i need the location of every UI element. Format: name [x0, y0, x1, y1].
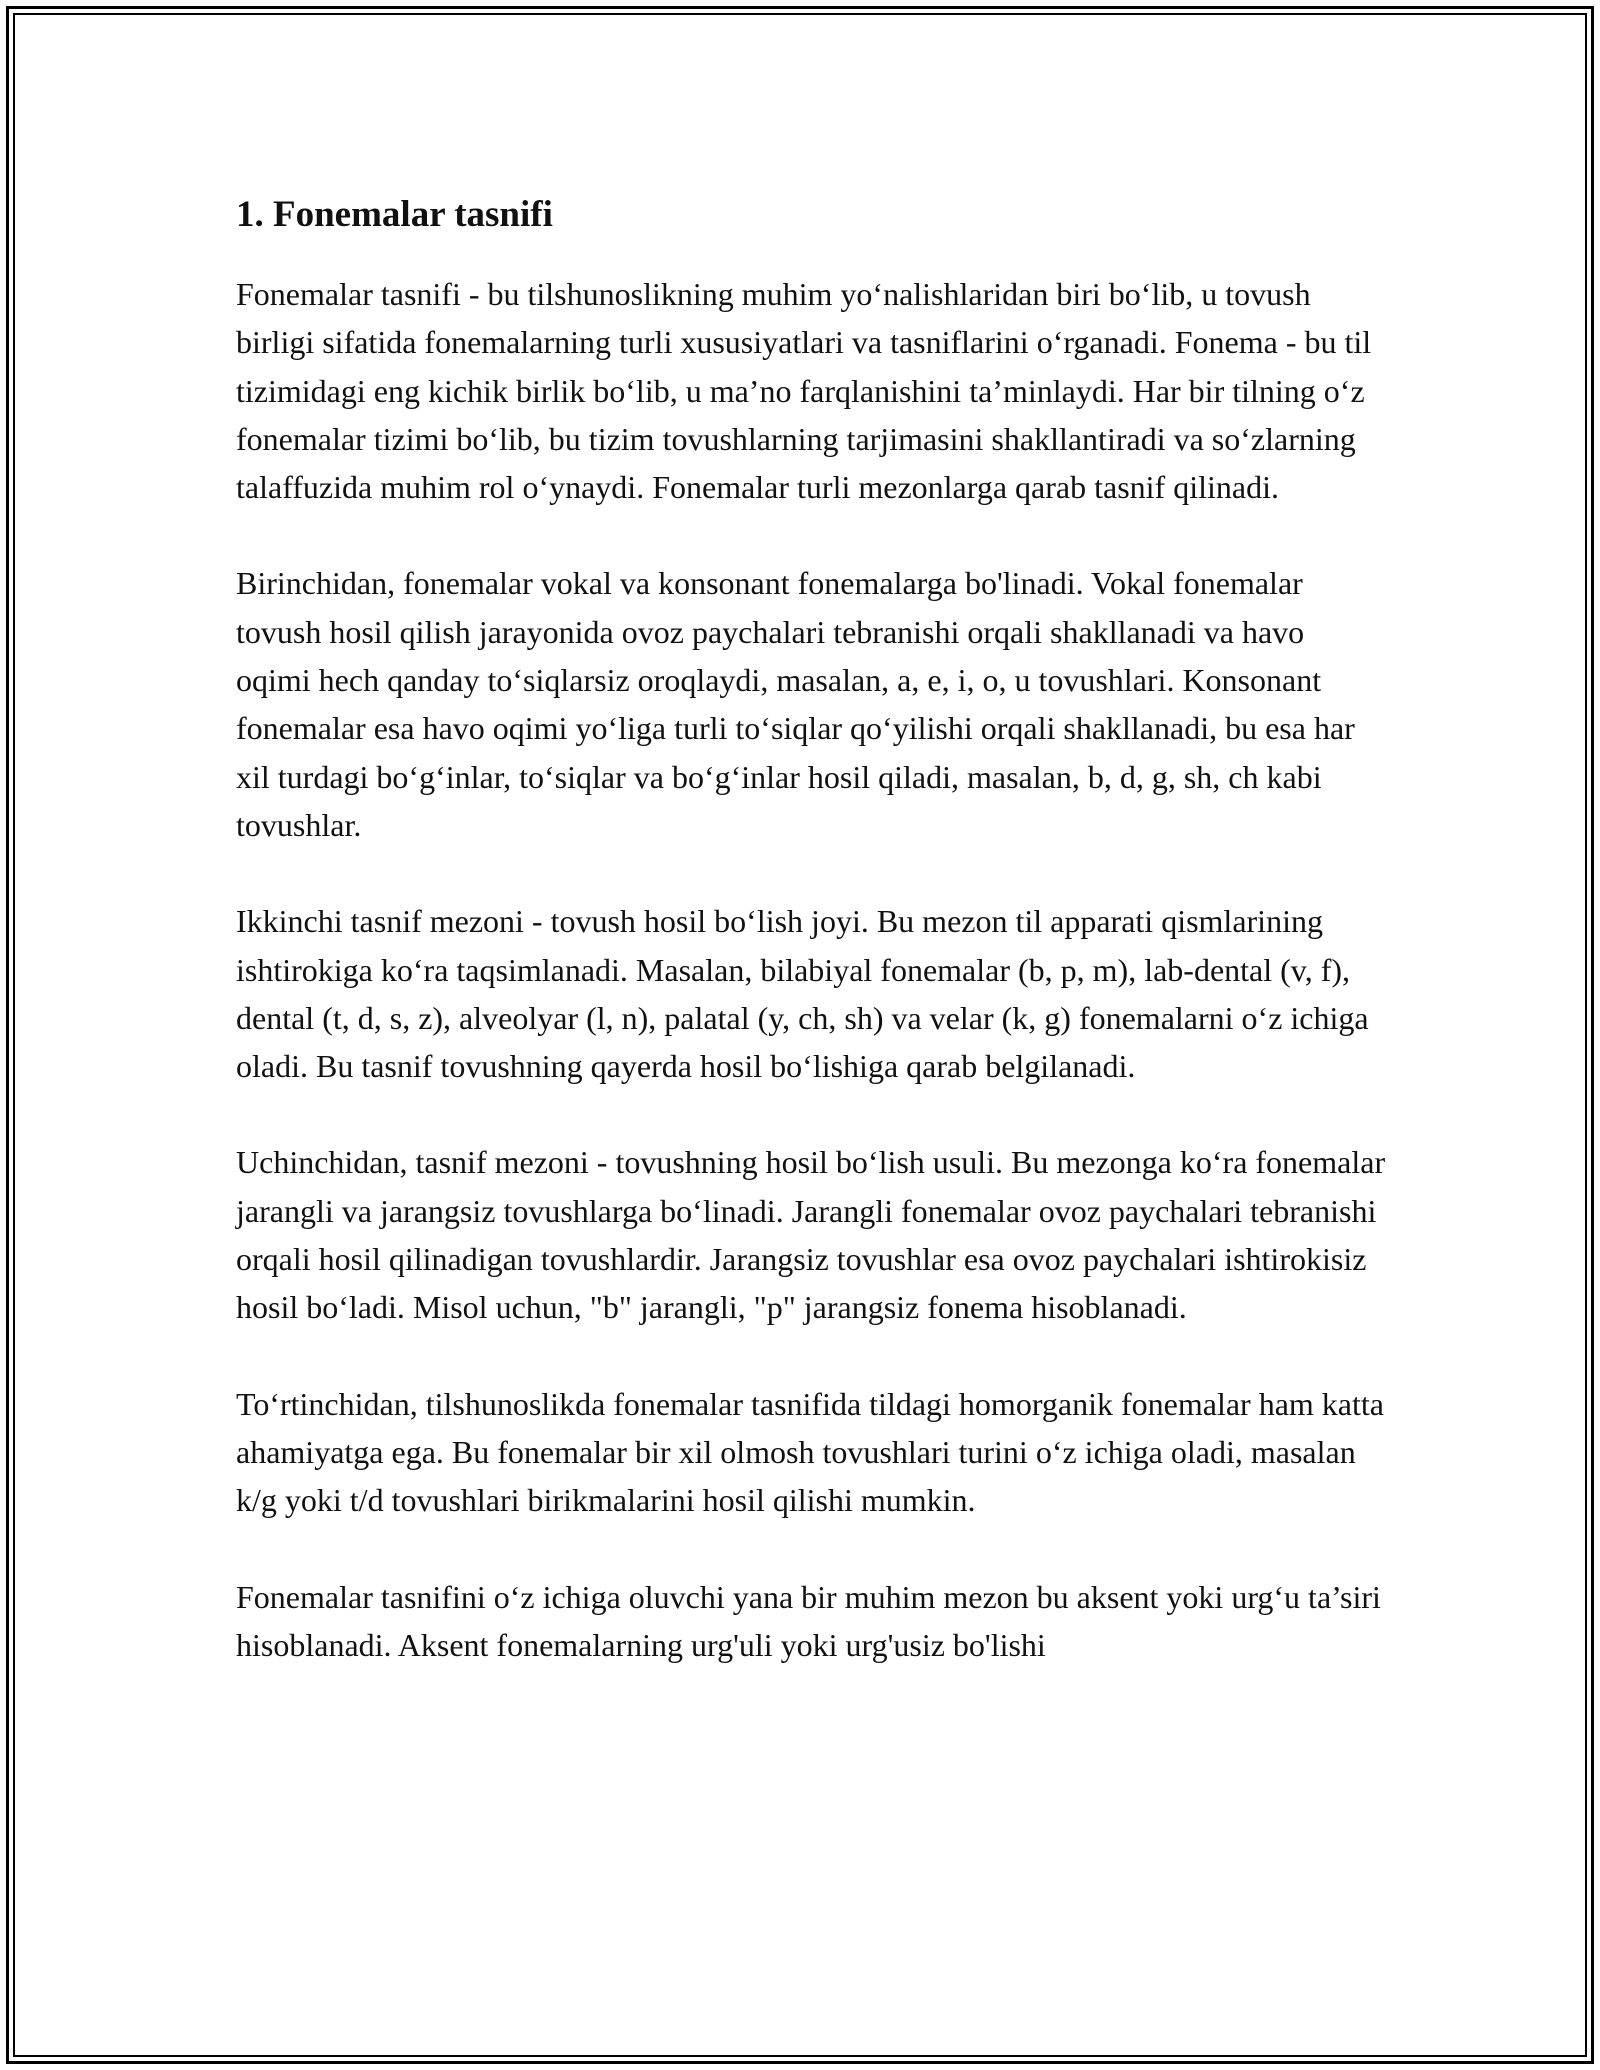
paragraph-manner-voicing: Uchinchidan, tasnif mezoni - tovushning hosil bo‘lish usuli. Bu mezonga ko‘ra fonemalar jarangli va jarangsiz tovushlarga bo‘linadi. Jarangli fonemalar ovoz paychalari tebranishi orqali hosil qilinadigan tovushlardir. Jarangsiz tovushlar esa ovoz paychalari ishtirokisiz hosil bo‘ladi. Misol uchun, "b" jarangli, "p" jarangsiz fonema hisoblanadi. [236, 1144, 1386, 1326]
section-title: 1. Fonemalar tasnifi [236, 194, 553, 235]
paragraph-accent: Fonemalar tasnifini o‘z ichiga oluvchi yana bir muhim mezon bu aksent yoki urg‘u ta’siri hisoblanadi. Aksent fonemalarning urg'uli yoki urg'usiz bo'lishi [236, 1578, 1381, 1663]
paragraph-intro: Fonemalar tasnifi - bu tilshunoslikning muhim yo‘nalishlaridan biri bo‘lib, u tovush birligi sifatida fonemalarning turli xususiyatlari va tasniflarini o‘rganadi. Fonema - bu til tizimidagi eng kichik birlik bo‘lib, u ma’no farqlanishini ta’minlaydi. Har bir tilning o‘z fonemalar tizimi bo‘lib, bu tizim tovushlarning tarjimasini shakllantiradi va so‘zlarning talaffuzida muhim rol o‘ynaydi. Fonemalar turli mezonlarga qarab tasnif qilinadi. [236, 276, 1372, 506]
paragraph-homorganic: To‘rtinchidan, tilshunoslikda fonemalar tasnifida tildagi homorganik fonemalar ham katta ahamiyatga ega. Bu fonemalar bir xil olmosh tovushlari turini o‘z ichiga oladi, masalan k/g yoki t/d tovushlari birikmalarini hosil qilishi mumkin. [236, 1385, 1384, 1519]
paragraph-vowel-consonant: Birinchidan, fonemalar vokal va konsonant fonemalarga bo'linadi. Vokal fonemalar tovush hosil qilish jarayonida ovoz paychalari tebranishi orqali shakllanadi va havo oqimi hech qanday to‘siqlarsiz oroqlaydi, masalan, a, e, i, o, u tovushlari. Konsonant fonemalar esa havo oqimi yo‘liga turli to‘siqlar qo‘yilishi orqali shakllanadi, bu esa har xil turdagi bo‘g‘inlar, to‘siqlar va bo‘g‘inlar hosil qiladi, masalan, b, d, g, sh, ch kabi tovushlar. [236, 565, 1355, 843]
paragraph-place-of-articulation: Ikkinchi tasnif mezoni - tovush hosil bo‘lish joyi. Bu mezon til apparati qismlarining ishtirokiga ko‘ra taqsimlanadi. Masalan, bilabiyal fonemalar (b, p, m), lab-dental (v, f), dental (t, d, s, z), alveolyar (l, n), palatal (y, ch, sh) va velar (k, g) fonemalarni o‘z ichiga oladi. Bu tasnif tovushning qayerda hosil bo‘lishiga qarab belgilanadi. [236, 903, 1369, 1085]
document-body [236, 188, 1386, 1717]
